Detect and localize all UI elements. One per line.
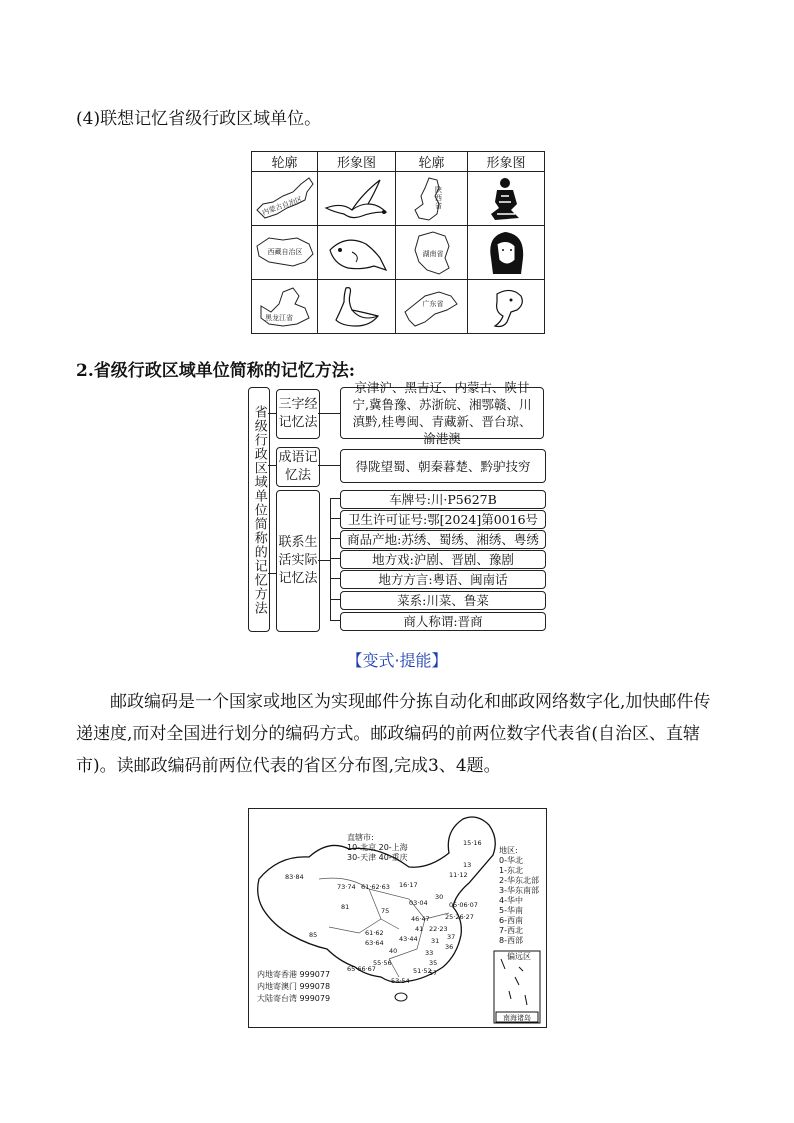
- table-header: 轮廓: [252, 152, 318, 172]
- svg-text:陕: 陕: [434, 185, 442, 194]
- method-idiom: 成语记忆法: [276, 447, 320, 487]
- map-code: 63·64: [365, 939, 384, 947]
- map-code: 05·06·07: [449, 901, 478, 909]
- municipality-line: 30-天津 40-重庆: [347, 853, 408, 862]
- map-code: 57: [429, 969, 438, 977]
- map-code: 33: [425, 949, 434, 957]
- svg-text:黑龙江省: 黑龙江省: [264, 313, 293, 322]
- map-code: 15·16: [463, 839, 482, 847]
- legend-item: 3-华东南部: [499, 886, 539, 895]
- map-code: 51·52: [413, 967, 432, 975]
- section4-title: (4)联想记忆省级行政区域单位。: [76, 109, 322, 129]
- map-code: 75: [381, 907, 390, 915]
- legend-item: 2-华东北部: [499, 876, 539, 885]
- map-code: 22·23: [429, 925, 448, 933]
- svg-text:内蒙古自治区: 内蒙古自治区: [260, 194, 303, 217]
- life-item: 卫生许可证号:鄂[2024]第0016号: [340, 510, 546, 529]
- map-code: 81: [341, 903, 350, 911]
- municipality-line: 10-北京 20-上海: [347, 843, 408, 852]
- map-code: 30: [435, 893, 444, 901]
- life-item: 车牌号:川·P5627B: [340, 490, 546, 509]
- map-code: 61·62: [365, 929, 384, 937]
- legend-item: 8-西部: [499, 936, 523, 945]
- outline-shaanxi: [396, 172, 468, 226]
- map-code: 43·44: [399, 935, 418, 943]
- special-code: 内地寄香港 999077: [257, 970, 331, 979]
- map-code: 25·26·27: [445, 913, 474, 921]
- outline-image-table: [251, 151, 545, 334]
- map-code: 31: [431, 937, 440, 945]
- life-item: 地方方言:粤语、闽南话: [340, 570, 546, 589]
- life-item: 商品产地:苏绣、蜀绣、湘绣、粤绣: [340, 530, 546, 549]
- map-code: 11·12: [449, 871, 468, 879]
- map-code: 53·54: [391, 977, 410, 985]
- method-daily-life: 联系生活实际记忆法: [276, 490, 320, 632]
- svg-text:西藏自治区: 西藏自治区: [267, 247, 302, 256]
- map-code: 73·74: [337, 883, 356, 891]
- map-code: 85: [309, 931, 318, 939]
- idiom-content: 得陇望蜀、朝秦暮楚、黔驴技穷: [340, 449, 546, 483]
- map-code: 16·17: [399, 881, 418, 889]
- legend-item: 4-华中: [499, 896, 523, 905]
- life-item: 商人称谓:晋商: [340, 612, 546, 631]
- map-code: 13: [463, 861, 472, 869]
- fish-image: [318, 226, 396, 280]
- svg-text:西: 西: [434, 193, 442, 202]
- map-code: 46·47: [411, 915, 430, 923]
- south-sea-label: 南海诸岛: [503, 1014, 531, 1022]
- table-header: 形象图: [468, 152, 545, 172]
- legend-item: 1-东北: [499, 866, 523, 875]
- swan-image: [318, 280, 396, 334]
- map-code: 55·56: [373, 959, 392, 967]
- eagle-image: [318, 172, 396, 226]
- map-code: 65·66·67: [347, 965, 376, 973]
- map-code: 61·62·63: [361, 883, 390, 891]
- svg-text:省: 省: [434, 201, 442, 210]
- terracotta-warrior-image: [468, 172, 545, 226]
- svg-text:湖南省: 湖南省: [422, 249, 443, 258]
- outline-tibet: [252, 226, 318, 280]
- variant-tag: 【变式·提能】: [346, 651, 448, 670]
- map-code: 37: [447, 933, 456, 941]
- legend-item: 5-华南: [499, 906, 523, 915]
- outline-inner-mongolia: [252, 172, 318, 226]
- outline-guangdong: [396, 280, 468, 334]
- svg-text:广东省: 广东省: [422, 299, 443, 308]
- map-code: 35: [429, 959, 438, 967]
- table-header: 形象图: [318, 152, 396, 172]
- girl-image: [468, 226, 545, 280]
- special-code: 内地寄澳门 999078: [257, 982, 331, 991]
- legend-item: 0-华北: [499, 856, 523, 865]
- legend-item: 7-西北: [499, 926, 523, 935]
- special-code: 大陆寄台湾 999079: [257, 994, 331, 1003]
- life-item: 地方戏:沪剧、晋剧、豫剧: [340, 550, 546, 569]
- table-header: 轮廓: [396, 152, 468, 172]
- elephant-image: [468, 280, 545, 334]
- remote-label: 偏远区: [507, 952, 531, 961]
- question-paragraph: 邮政编码是一个国家或地区为实现邮件分拣自动化和邮政网络数字化,加快邮件传递速度,而对全国进行划分的编码方式。邮政编码的前两位数字代表省(自治区、直辖市)。读邮政编码前两位代表的省区分布图,完成3、4题。: [76, 692, 711, 776]
- outline-hunan: [396, 226, 468, 280]
- postal-code-map: [248, 808, 547, 1028]
- map-code: 41: [415, 925, 424, 933]
- legend-item: 6-西南: [499, 916, 523, 925]
- map-code: 83·84: [285, 873, 304, 881]
- life-item: 菜系:川菜、鲁菜: [340, 591, 546, 610]
- diagram-root: 省级行政区域单位简称的记忆方法: [248, 387, 270, 632]
- map-code: 03·04: [409, 899, 428, 907]
- map-code: 40: [389, 947, 398, 955]
- section2-title: 2.省级行政区域单位简称的记忆方法:: [76, 361, 356, 381]
- legend-title: 地区:: [499, 846, 518, 855]
- method-sanzijing: 三字经记忆法: [276, 389, 320, 439]
- municipalities-title: 直辖市:: [347, 833, 374, 842]
- map-code: 36: [445, 943, 454, 951]
- outline-heilongjiang: [252, 280, 318, 334]
- sanzijing-content: 京津沪、黑吉辽、内蒙古、陕甘宁,冀鲁豫、苏浙皖、湘鄂赣、川滇黔,桂粤闽、青藏新、晋台琼、渝港澳: [340, 387, 544, 439]
